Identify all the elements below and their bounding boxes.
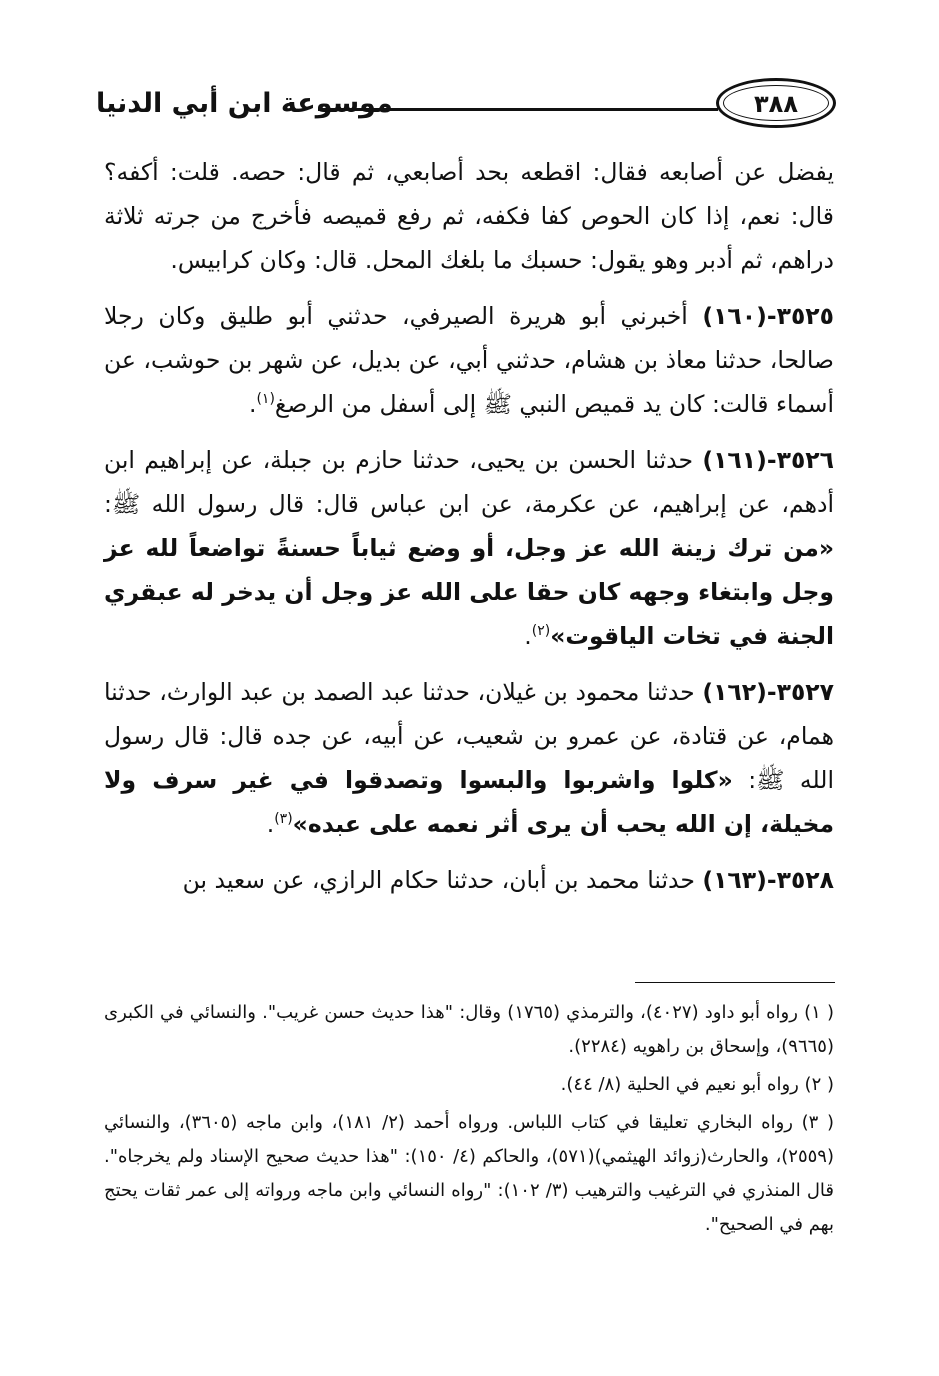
page-header — [96, 78, 836, 134]
footnote-3: ( ٣) رواه البخاري تعليقا في كتاب اللباس. ورواه أحمد (٢/ ١٨١)، وابن ماجه (٣٦٠٥)، والنسائي (٢٥٥٩)، والحارث(زوائد الهيثمي)(٥٧١)، والحاكم (٤/ ١٥٠): "هذا حديث صحيح الإسناد ولم يخرجاه". قال المنذري في الترغيب والترهيب (٣/ ١٠٢): "رواه النسائي وابن ماجه ورواته إلى عمر ثقات يحتج بهم في الصحيح". — [104, 1112, 835, 1235]
hadith-3528 — [104, 858, 834, 902]
hadith-3526: ٣٥٢٦-(١٦١) حدثنا الحسن بن يحيى، حدثنا حازم بن جبلة، عن إبراهيم ابن أدهم، عن إبراهيم، عن عكرمة، عن ابن عباس قال: قال رسول الله ﷺ: «من ترك زينة الله عز وجل، أو وضع ثياباً حسنةً تواضعاً لله عز وجل وابتغاء وجهه كان حقا على الله عز وجل أن يدخر له عبقري الجنة في تخات الياقوت»$^{(٢)}$. — [104, 446, 834, 650]
hadith-text: أخبرني أبو هريرة الصيرفي، حدثني أبو طليق وكان رجلا صالحا، حدثنا معاذ بن هشام، حدثني أبي، عن بديل، عن شهر بن حوشب، عن أسماء قالت: كان يد قميص النبي ﷺ إلى أسفل من الرصغ — [104, 302, 834, 418]
hadith-number: ٣٥٢٥-(١٦٠) — [702, 302, 834, 330]
footnote-ref: (١) — [256, 391, 275, 408]
footnote-1: ( ١) رواه أبو داود (٤٠٢٧)، والترمذي (١٧٦٥) وقال: "هذا حديث حسن غريب". والنسائي في الكبرى (٩٦٦٥)، وإسحاق بن راهويه (٢٢٨٤). — [104, 1002, 834, 1057]
hadith-text: حدثنا محمد بن أبان، حدثنا حكام الرازي، عن سعيد بن — [182, 866, 703, 894]
hadith-quote: «كلوا واشربوا والبسوا وتصدقوا في غير سرف ولا مخيلة، إن الله يحب أن يرى أثر نعمه على عبده» — [104, 766, 834, 838]
footnotes — [104, 996, 834, 1246]
page-number-frame — [716, 78, 836, 128]
hadith-number: ٣٥٢٧-(١٦٢) — [702, 678, 834, 706]
paragraph-continuation — [104, 150, 834, 282]
footnote-separator — [635, 982, 835, 983]
hadith-3527: ٣٥٢٧-(١٦٢) حدثنا محمود بن غيلان، حدثنا عبد الصمد بن عبد الوارث، حدثنا همام، عن قتادة، عن عمرو بن شعيب، عن أبيه، عن جده قال: قال رسول الله ﷺ: «كلوا واشربوا والبسوا وتصدقوا في غير سرف ولا مخيلة، إن الله يحب أن يرى أثر نعمه على عبده»$^{(٣)}$. — [104, 678, 834, 838]
hadith-number: ٣٥٢٦-(١٦١) — [702, 446, 834, 474]
page-number: ٣٨٨ — [754, 90, 798, 118]
footnote-2: ( ٢) رواه أبو نعيم في الحلية (٨/ ٤٤). — [560, 1074, 834, 1095]
page-body — [104, 150, 834, 914]
hadith-number: ٣٥٢٨-(١٦٣) — [702, 866, 834, 894]
paragraph-text: يفضل عن أصابعه فقال: اقطعه بحد أصابعي، ثم قال: حصه. قلت: أكفه؟ قال: نعم، إذا كان الحوص كفا فكفه، ثم رفع قميصه فأخرج من جرته ثلاثة دراهم، ثم أدبر وهو يقول: حسبك ما بلغك المحل. قال: وكان كرابيس. — [104, 158, 834, 274]
hadith-text: حدثنا محمود بن غيلان، حدثنا عبد الصمد بن عبد الوارث، حدثنا همام، عن قتادة، عن عمرو بن شعيب، عن أبيه، عن جده قال: قال رسول الله ﷺ: — [104, 678, 834, 794]
book-title: موسوعة ابن أبي الدنيا — [96, 88, 393, 119]
hadith-quote: «من ترك زينة الله عز وجل، أو وضع ثياباً حسنةً تواضعاً لله عز وجل وابتغاء وجهه كان حقا على الله عز وجل أن يدخر له عبقري الجنة في تخات الياقوت» — [104, 534, 834, 650]
hadith-text: حدثنا الحسن بن يحيى، حدثنا حازم بن جبلة، عن إبراهيم ابن أدهم، عن إبراهيم، عن عكرمة، عن ابن عباس قال: قال رسول الله ﷺ: — [104, 446, 834, 518]
hadith-3525: ٣٥٢٥-(١٦٠) أخبرني أبو هريرة الصيرفي، حدثني أبو طليق وكان رجلا صالحا، حدثنا معاذ بن هشام، حدثني أبي، عن بديل، عن شهر بن حوشب، عن أسماء قالت: كان يد قميص النبي ﷺ إلى أسفل من الرصغ$^{(١)}$. — [104, 302, 834, 418]
footnote-ref: (٢) — [531, 623, 551, 640]
header-rule — [318, 108, 718, 111]
footnote-ref: (٣) — [274, 811, 293, 828]
